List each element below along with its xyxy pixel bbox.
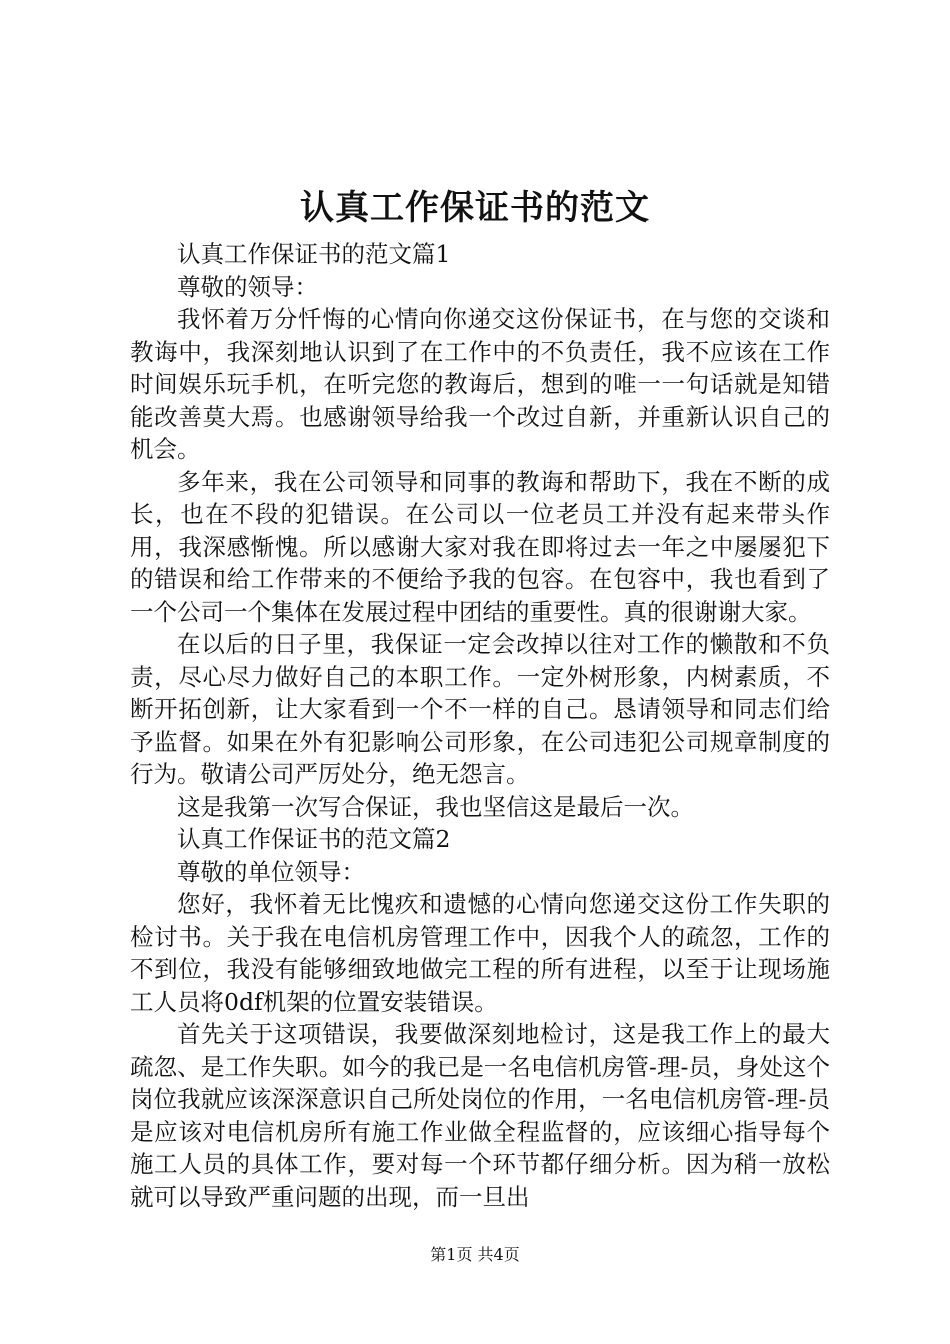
body-paragraph: 多年来，我在公司领导和同事的教诲和帮助下，我在不断的成长，也在不段的犯错误。在公司以一位老员工并没有起来带头作用，我深感惭愧。所以感谢大家对我在即将过去一年之中屡屡犯下的错误和给工作带来的不便给予我的包容。在包容中，我也看到了一个公司一个集体在发展过程中团结的重要性。真的很谢谢大家。 (130, 467, 830, 626)
body-paragraph: 在以后的日子里，我保证一定会改掉以往对工作的懒散和不负责，尽心尽力做好自己的本职工作。一定外树形象，内树素质，不断开拓创新，让大家看到一个不一样的自己。恳请领导和同志们给予监督。如果在外有犯影响公司形象，在公司违犯公司规章制度的行为。敬请公司严厉处分，绝无怨言。 (130, 630, 830, 788)
section-heading-1: 认真工作保证书的范文篇1 (177, 240, 451, 268)
section-heading-2: 认真工作保证书的范文篇2 (177, 825, 451, 853)
document-body (130, 238, 830, 1213)
body-paragraph: 这是我第一次写合保证，我也坚信这是最后一次。 (177, 792, 694, 821)
body-paragraph: 首先关于这项错误，我要做深刻地检讨，这是我工作上的最大疏忽、是工作失职。如今的我已是一名电信机房管-理-员，身处这个岗位我就应该深深意识自己所处岗位的作用，一名电信机房管-理-员是应该对电信机房所有施工作业做全程监督的，应该细心指导每个施工人员的具体工作，要对每一个环节都仔细分析。因为稍一放松就可以导致严重问题的出现，而一旦出 (130, 1020, 830, 1211)
body-paragraph: 我怀着万分忏悔的心情向你递交这份保证书，在与您的交谈和教诲中，我深刻地认识到了在工作中的不负责任，我不应该在工作时间娱乐玩手机，在听完您的教诲后，想到的唯一一句话就是知错能改善莫大焉。也感谢领导给我一个改过自新，并重新认识自己的机会。 (130, 305, 830, 463)
salutation-1: 尊敬的领导： (177, 272, 318, 301)
salutation-2: 尊敬的单位领导： (177, 857, 365, 886)
page-number-footer: 第1页 共4页 (430, 1245, 520, 1264)
document-title: 认真工作保证书的范文 (300, 188, 650, 228)
body-paragraph: 您好，我怀着无比愧疚和遗憾的心情向您递交这份工作失职的检讨书。关于我在电信机房管理工作中，因我个人的疏忽，工作的不到位，我没有能够细致地做完工程的所有进程，以至于让现场施工人员将0df机架的位置安装错误。 (130, 890, 830, 1016)
